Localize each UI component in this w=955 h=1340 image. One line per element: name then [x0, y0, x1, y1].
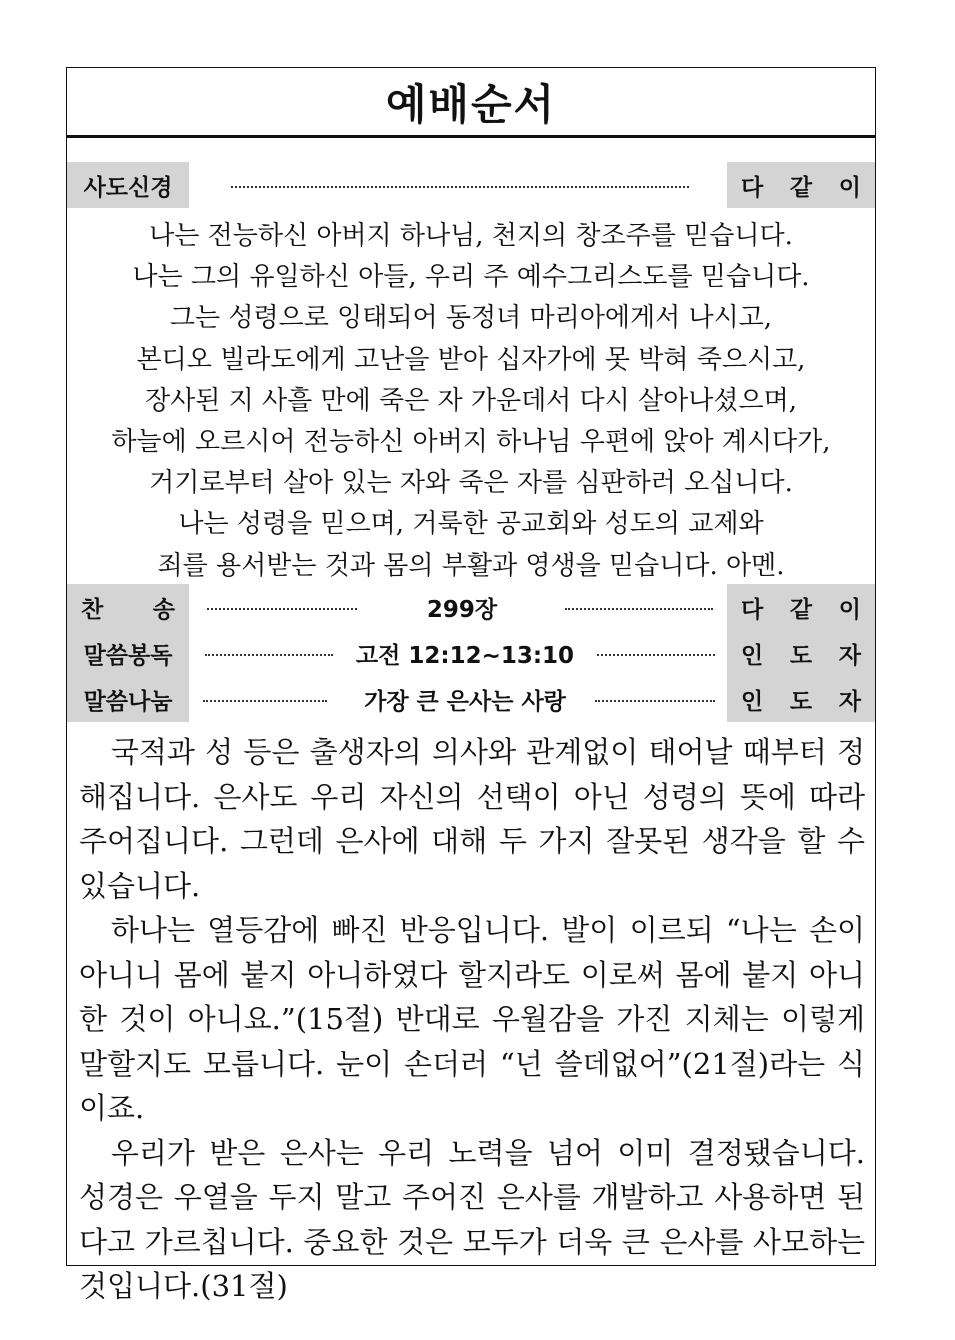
creed-line: 나는 성령을 믿으며, 거룩한 공교회와 성도의 교제와: [178, 509, 764, 540]
scripture-reference: 고전 12:12~13:10: [355, 642, 575, 669]
page-title: 예배순서: [67, 68, 875, 138]
creed-line: 거기로부터 살아 있는 자와 죽은 자를 심판하러 오십니다.: [149, 468, 793, 499]
worship-order-frame: [66, 67, 876, 1303]
dotted-leader: [597, 654, 715, 656]
dotted-leader: [205, 654, 333, 656]
creed-line: 죄를 용서받는 것과 몸의 부활과 영생을 믿습니다. 아멘.: [157, 550, 785, 581]
sermon-paragraph: 국적과 성 등은 출생자의 의사와 관계없이 태어날 때부터 정해집니다. 은사도 우리 자신의 선택이 아닌 성령의 뜻에 따라 주어집니다. 그런데 은사에 대해 두 가지 잘못된 생각을 할 수 있습니다.: [79, 735, 865, 903]
creed-label: 사도신경: [67, 162, 189, 208]
order-row-hymn: [67, 584, 875, 630]
dotted-leader: [231, 186, 689, 188]
creed-line: 장사된 지 사흘 만에 죽은 자 가운데서 다시 살아나셨으며,: [144, 385, 798, 416]
creed-line: 그는 성령으로 잉태되어 동정녀 마리아에게서 나시고,: [169, 303, 773, 334]
creed-row: [67, 162, 875, 208]
hymn-leader: 다 같 이: [727, 584, 875, 630]
sermon-text: [79, 730, 865, 1309]
sermon-leader: 인 도 자: [727, 676, 875, 722]
dotted-leader: [203, 700, 327, 702]
creed-line: 하늘에 오르시어 전능하신 아버지 하나님 우편에 앉아 계시다가,: [111, 427, 831, 458]
hymn-number: 299장: [426, 596, 498, 623]
sermon-paragraph: 하나는 열등감에 빠진 반응입니다. 발이 이르되 “나는 손이 아니니 몸에 붙지 아니하였다 할지라도 이로써 몸에 붙지 아니한 것이 아니요.”(15절) 반대로 우월감을 가진 지체는 이렇게 말할지도 모릅니다. 눈이 손더러 “넌 쓸데없어”(21절)라는 식이죠.: [79, 913, 865, 1125]
creed-line: 나는 그의 유일하신 아들, 우리 주 예수그리스도를 믿습니다.: [132, 262, 810, 293]
reading-leader: 인 도 자: [727, 630, 875, 676]
order-row-sermon: [67, 676, 875, 722]
dotted-leader: [207, 608, 357, 610]
creed-text: [67, 216, 875, 587]
order-row-reading: [67, 630, 875, 676]
reading-label: 말씀봉독: [67, 630, 189, 676]
dotted-leader: [565, 608, 713, 610]
creed-leader: 다 같 이: [727, 162, 875, 208]
hymn-label: 찬 송: [67, 584, 189, 630]
creed-line: 나는 전능하신 아버지 하나님, 천지의 창조주를 믿습니다.: [149, 221, 793, 251]
dotted-leader: [595, 700, 715, 702]
creed-line: 본디오 빌라도에게 고난을 받아 십자가에 못 박혀 죽으시고,: [136, 344, 806, 375]
sermon-title: 가장 큰 은사는 사랑: [364, 688, 566, 715]
sermon-label: 말씀나눔: [67, 676, 189, 722]
sermon-paragraph: 우리가 받은 은사는 우리 노력을 넘어 이미 결정됐습니다. 성경은 우열을 두지 말고 주어진 은사를 개발하고 사용하면 된다고 가르칩니다. 중요한 것은 모두가 더욱 큰 은사를 사모하는 것입니다.(31절): [79, 1135, 865, 1303]
